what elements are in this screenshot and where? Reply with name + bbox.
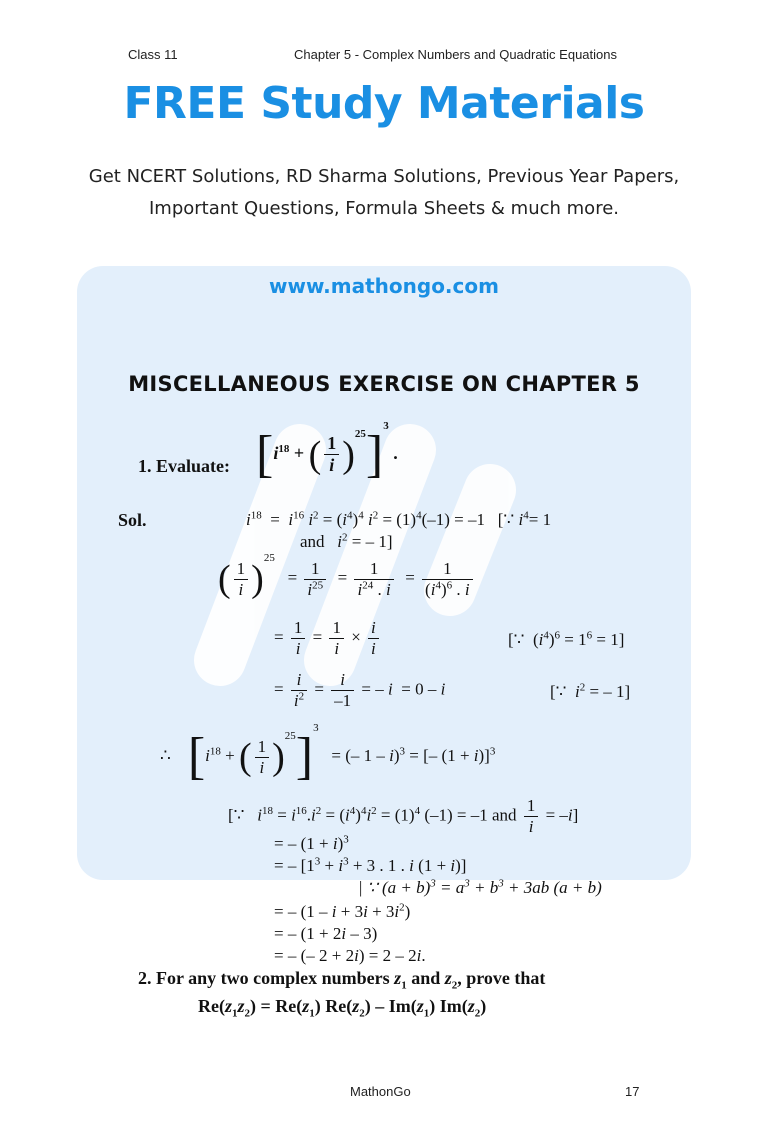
exercise-heading: MISCELLANEOUS EXERCISE ON CHAPTER 5 <box>128 372 640 396</box>
class-label: Class 11 <box>128 47 178 62</box>
question-1-label: Evaluate: <box>156 456 230 476</box>
solution-line-6: [∵ $i^{18} = i^{16}.i^2 = (i^4)^4i^2 = (1)^4$ (–1) = –1 and $\frac{1}{i}$ = –i] <box>228 796 579 836</box>
solution-note-4: [∵ $i^2$ = – 1] <box>550 681 631 701</box>
solution-line-9: = – $(1 - i + 3i + 3i^2)$ <box>274 901 411 921</box>
question-2-formula: $Re(z_1z_2) = Re(z_1)$ $Re(z_2) - Im(z_1)$ $Im(z_2)$ <box>198 996 487 1020</box>
solution-line-1: $i^{18} = i^{16}$ $i^2 = (i^4)^4$ $i^2 = (1)^4(-1) = -1$ [∵ $i^4= 1$ <box>246 509 552 529</box>
solution-note-3: [∵ $(i^4)^6 = 1^6 = 1$] <box>508 629 625 649</box>
chapter-label: Chapter 5 - Complex Numbers and Quadratic Equations <box>294 47 617 62</box>
banner-title: FREE Study Materials <box>123 78 645 129</box>
question-2-number: 2. <box>138 968 152 988</box>
solution-label: Sol. <box>118 510 147 530</box>
page-number: 17 <box>625 1084 640 1099</box>
banner-subtitle-line1: Get NCERT Solutions, RD Sharma Solutions, Previous Year Papers, <box>88 166 680 187</box>
website-link[interactable]: www.mathongo.com <box>269 274 499 298</box>
question-1-expression: [$i^{18}$ + ( $\frac{1}{i}$ )$^{25}$]$^3$ . <box>256 420 398 483</box>
solution-line-7: = – $(1 + i)^3$ <box>274 833 349 853</box>
solution-line-10: = – (1 + 2i – 3) <box>274 924 378 943</box>
question-1-prompt <box>138 456 230 477</box>
solution-line-11: = – (– 2 + 2i) = 2 – 2i. <box>274 946 426 965</box>
solution-line-4: = $\frac{i}{i^2}$ = $\frac{i}{-1}$ = – i = 0 – i <box>274 670 446 710</box>
footer-brand: MathonGo <box>350 1084 411 1099</box>
solution-line-3: = $\frac{1}{i}$ = $\frac{1}{i}$ × $\frac{i}{i}$ <box>274 618 382 659</box>
question-1-number: 1. <box>138 456 152 476</box>
solution-note-8: | ∵ $(a + b)^3 = a^3 + b^3 + 3ab$ (a + b) <box>358 877 602 897</box>
solution-line-2: ( $\frac{1}{i}$ )$^{25}$ = $\frac{1}{i^{25}}$ = $\frac{1}{i^{24} . i}$ = $\frac{1}{(i^4)^6 . i}$ <box>218 558 476 600</box>
solution-line-1b: and $i^2$ = – 1] <box>300 531 393 551</box>
solution-line-5: ∴ [$i^{18}$ + ( $\frac{1}{i}$ )$^{25}$]$^3$ = (– 1 – i)$^3$ = [– (1 + i)]$^3$ <box>160 722 496 786</box>
banner-subtitle-line2: Important Questions, Formula Sheets & much more. <box>148 198 619 219</box>
question-2-statement: 2. For any two complex numbers $z_1$ and $z_2$, prove that <box>138 968 546 992</box>
solution-line-8: = – [$1^3 + i^3 + 3$ . 1 . i (1 + i)] <box>274 855 467 875</box>
